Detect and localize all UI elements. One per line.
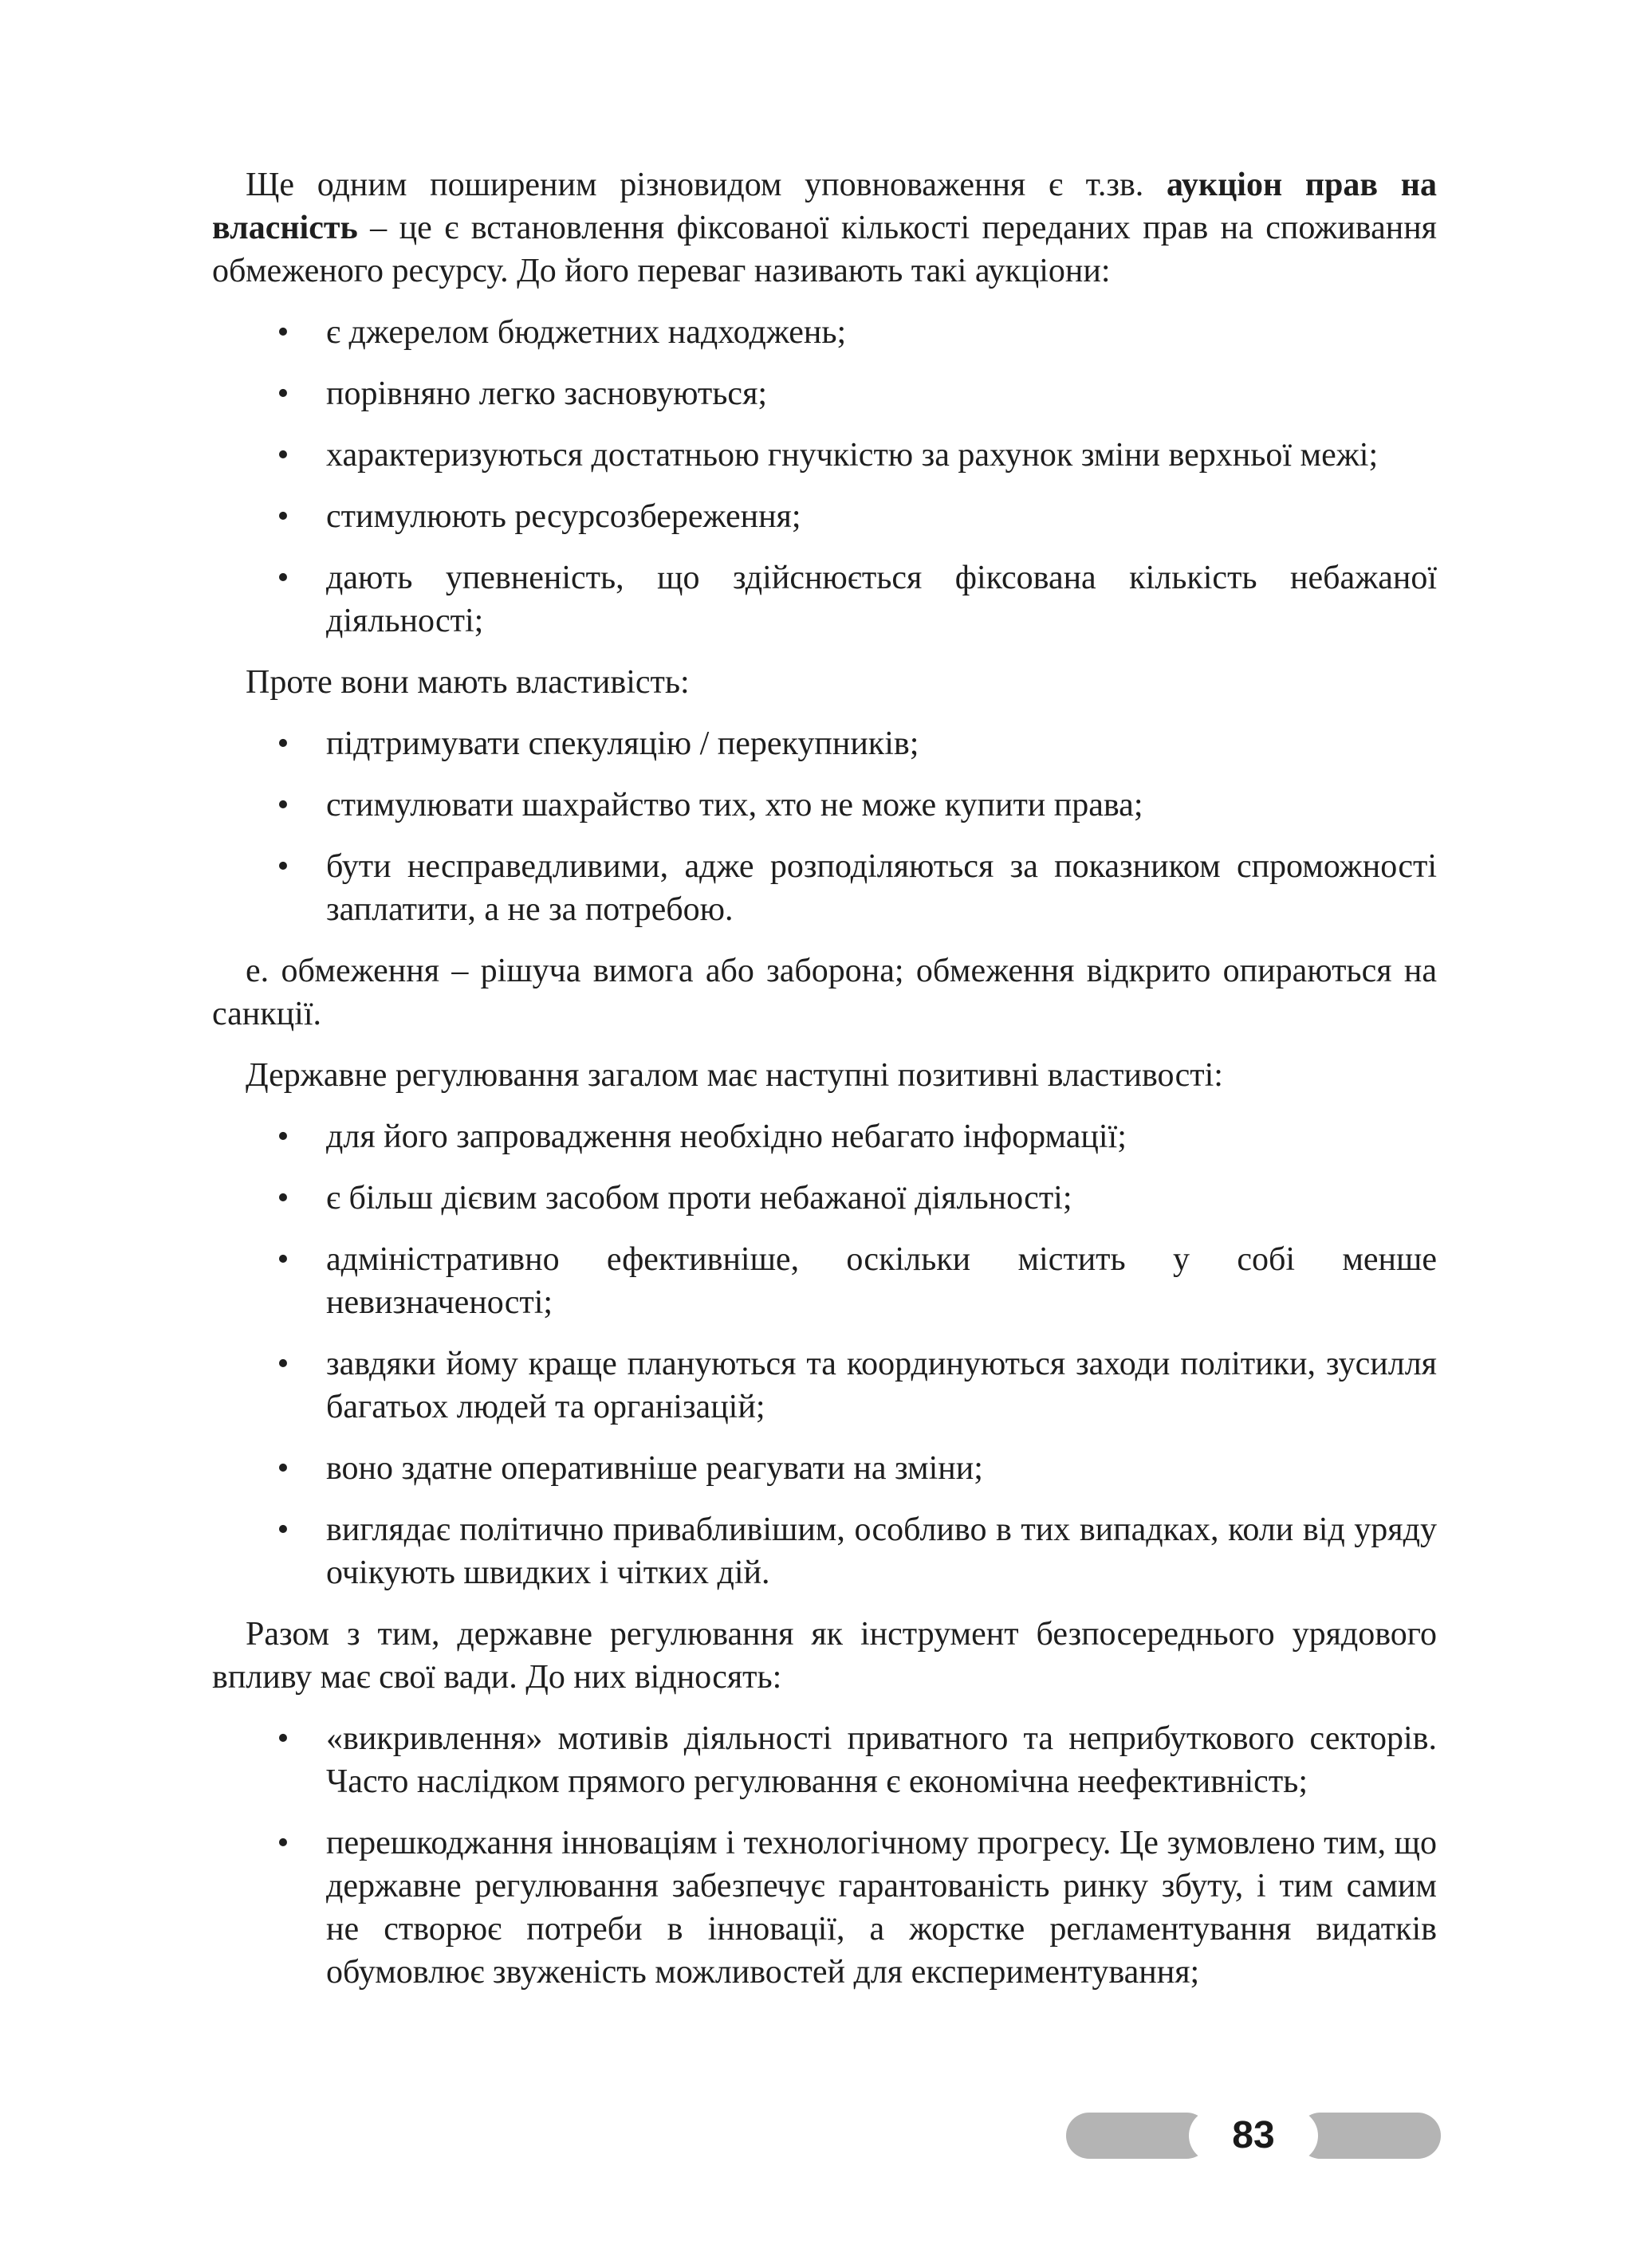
- bullet-icon: •: [277, 1241, 289, 1278]
- list-item-text: адміністративно ефективніше, оскільки містить у собі менше невизначеності;: [326, 1241, 1437, 1321]
- bullet-icon: •: [277, 560, 289, 596]
- bullet-icon: •: [277, 787, 289, 823]
- list-item-text: є джерелом бюджетних надходжень;: [326, 314, 847, 351]
- list-item-text: характеризуються достатньою гнучкістю за рахунок зміни верхньої межі;: [326, 437, 1379, 474]
- list-item: [212, 556, 1437, 643]
- regulation-cons-intro-paragraph: Разом з тим, державне регулювання як інструмент безпосереднього урядового впливу має свої вади. До них відносять:: [212, 1616, 1437, 1696]
- bullet-icon: •: [277, 1346, 289, 1382]
- bullet-icon: •: [277, 437, 289, 474]
- list-item: [212, 722, 1437, 765]
- bullet-icon: •: [277, 1118, 289, 1155]
- intro-text-after: – це є встановлення фіксованої кількості переданих прав на споживання обмеженого ресурсу. До його переваг називають такі аукціони:: [212, 210, 1437, 289]
- list-item: [212, 495, 1437, 538]
- list-item: [212, 1447, 1437, 1490]
- auction-drawbacks-list: [212, 722, 1437, 931]
- list-item-text: дають упевненість, що здійснюється фіксована кількість небажаної діяльності;: [326, 560, 1437, 639]
- bullet-icon: •: [277, 314, 289, 351]
- list-item: [212, 372, 1437, 415]
- list-item-text: є більш дієвим засобом проти небажаної діяльності;: [326, 1180, 1072, 1217]
- page-body: [212, 163, 1437, 2012]
- intro-term-bold: аукціон прав на власність: [212, 167, 1437, 246]
- bullet-icon: •: [277, 1511, 289, 1548]
- list-item-text: для його запровадження необхідно небагато інформації;: [326, 1118, 1127, 1155]
- list-item: [212, 1508, 1437, 1594]
- bullet-icon: •: [277, 1720, 289, 1757]
- list-item-text: стимулювати шахрайство тих, хто не може купити права;: [326, 787, 1143, 823]
- list-item: [212, 845, 1437, 931]
- list-item-text: перешкоджання інноваціям і технологічному прогресу. Це зумовлено тим, що державне регулювання забезпечує гарантованість ринку збуту, і тим самим не створює потреби в інновації, а жорстке регламентування видатків обумовлює звуженість можливостей для експериментування;: [326, 1825, 1437, 1991]
- restriction-paragraph: е. обмеження – рішуча вимога або заборона; обмеження відкрито опираються на санкції.: [212, 953, 1437, 1032]
- intro-text-before: Ще одним поширеним різновидом уповноваження є т.зв.: [246, 167, 1167, 203]
- bullet-icon: •: [277, 725, 289, 762]
- bullet-icon: •: [277, 1450, 289, 1487]
- list-item-text: завдяки йому краще плануються та координуються заходи політики, зусилля багатьох людей та організацій;: [326, 1346, 1437, 1425]
- regulation-intro-paragraph: Державне регулювання загалом має наступні позитивні властивості:: [246, 1057, 1223, 1094]
- bullet-icon: •: [277, 848, 289, 885]
- list-item: [212, 1177, 1437, 1220]
- footer-bar-left: [1066, 2113, 1210, 2159]
- page-number: 83: [1232, 2114, 1275, 2156]
- list-item-text: бути несправедливими, адже розподіляються за показником спроможності заплатити, а не за потребою.: [326, 848, 1437, 928]
- list-item: [212, 434, 1437, 477]
- regulation-negative-list: [212, 1717, 1437, 1994]
- footer-bar-right: [1297, 2113, 1441, 2159]
- list-item: [212, 1238, 1437, 1324]
- list-item-text: стимулюють ресурсозбереження;: [326, 498, 801, 535]
- intro-paragraph: [212, 163, 1437, 293]
- bullet-icon: •: [277, 1180, 289, 1217]
- list-item-text: підтримувати спекуляцію / перекупників;: [326, 725, 919, 762]
- advantages-list: [212, 311, 1437, 643]
- list-item-text: воно здатне оперативніше реагувати на зміни;: [326, 1450, 983, 1487]
- list-item-text: порівняно легко засновуються;: [326, 375, 768, 412]
- list-item: [212, 1115, 1437, 1158]
- however-paragraph: Проте вони мають властивість:: [246, 664, 690, 701]
- list-item: [212, 784, 1437, 827]
- list-item: [212, 311, 1437, 354]
- bullet-icon: •: [277, 498, 289, 535]
- bullet-icon: •: [277, 375, 289, 412]
- list-item: [212, 1822, 1437, 1994]
- list-item: [212, 1717, 1437, 1803]
- list-item-text: виглядає політично привабливішим, особливо в тих випадках, коли від уряду очікують швидких і чітких дій.: [326, 1511, 1437, 1591]
- bullet-icon: •: [277, 1825, 289, 1861]
- page-footer: [1066, 2113, 1441, 2159]
- regulation-positive-list: [212, 1115, 1437, 1594]
- list-item: [212, 1342, 1437, 1429]
- list-item-text: «викривлення» мотивів діяльності приватного та неприбуткового секторів. Часто наслідком прямого регулювання є економічна неефективність;: [326, 1720, 1437, 1800]
